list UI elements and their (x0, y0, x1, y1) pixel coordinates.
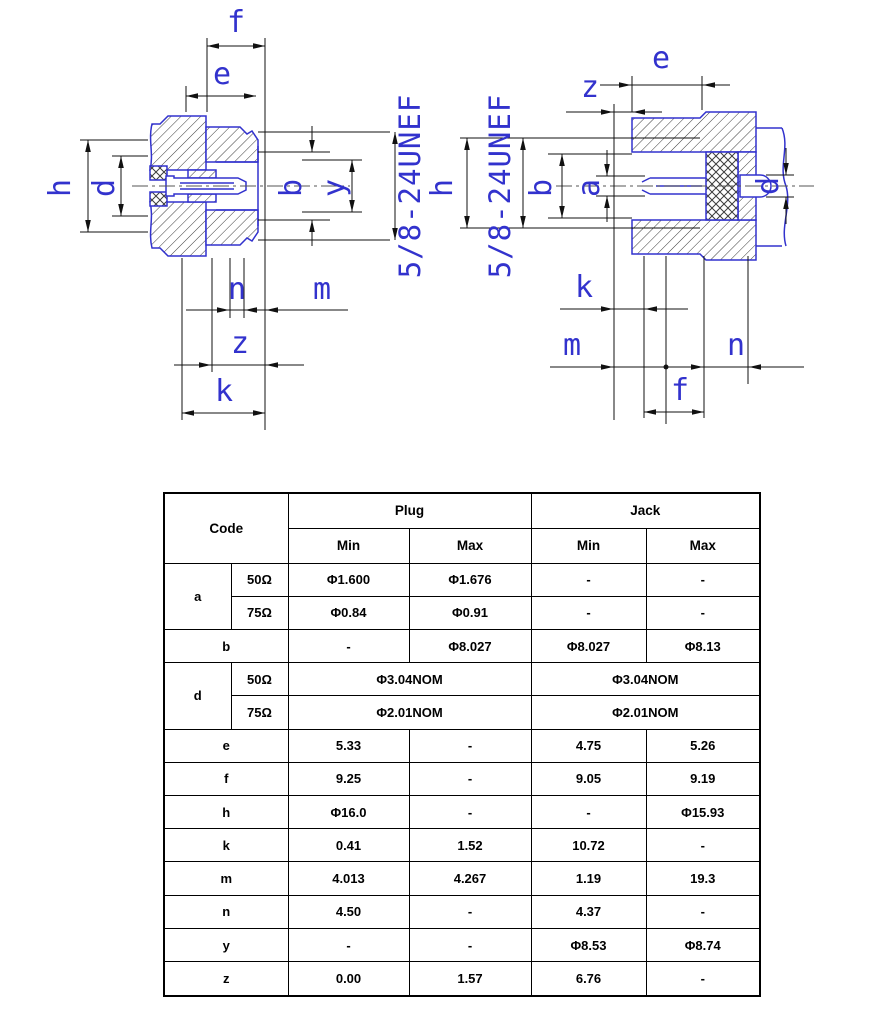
plug-dim-label-f: f (226, 5, 246, 40)
m-plug-min: 4.013 (288, 862, 409, 895)
jack-dim-label-f: f (670, 373, 690, 408)
f-plug-min: 9.25 (288, 762, 409, 795)
table-row-d-75 (164, 696, 760, 729)
z-plug-max: 1.57 (409, 962, 531, 996)
d50-jack: Φ3.04NOM (531, 663, 760, 696)
code-b: b (164, 629, 288, 662)
a50-plug-max: Φ1.676 (409, 563, 531, 596)
jack-dim-label-m: m (562, 328, 582, 363)
plug-dim-label-z: z (230, 326, 250, 361)
jack-dim-label-b: b (524, 178, 559, 198)
code-z: z (164, 962, 288, 996)
interface-drawings (0, 0, 886, 478)
y-jack-max: Φ8.74 (646, 928, 760, 961)
k-jack-min: 10.72 (531, 829, 646, 862)
header-plug: Plug (288, 493, 531, 528)
d75-impedance: 75Ω (231, 696, 288, 729)
z-plug-min: 0.00 (288, 962, 409, 996)
dimension-table-container (163, 492, 759, 997)
m-plug-max: 4.267 (409, 862, 531, 895)
plug-dim-label-e: e (212, 57, 232, 92)
code-y: y (164, 928, 288, 961)
header-jack-max: Max (646, 528, 760, 563)
b-jack-min: Φ8.027 (531, 629, 646, 662)
table-row-h (164, 796, 760, 829)
table-row-m (164, 862, 760, 895)
a50-jack-min: - (531, 563, 646, 596)
k-plug-max: 1.52 (409, 829, 531, 862)
m-jack-min: 1.19 (531, 862, 646, 895)
code-d: d (164, 663, 231, 729)
header-jack: Jack (531, 493, 760, 528)
d50-impedance: 50Ω (231, 663, 288, 696)
jack-dim-label-k: k (574, 270, 594, 305)
table-row-a-50 (164, 563, 760, 596)
e-plug-max: - (409, 729, 531, 762)
a50-jack-max: - (646, 563, 760, 596)
jack-dim-label-n: n (726, 328, 746, 363)
k-jack-max: - (646, 829, 760, 862)
code-h: h (164, 796, 288, 829)
a50-impedance: 50Ω (231, 563, 288, 596)
e-jack-max: 5.26 (646, 729, 760, 762)
jack-dim-label-e: e (651, 41, 671, 76)
plug-dim-label-b: b (274, 178, 309, 198)
y-plug-max: - (409, 928, 531, 961)
a75-plug-max: Φ0.91 (409, 596, 531, 629)
f-plug-max: - (409, 762, 531, 795)
plug-dim-label-k: k (214, 374, 234, 409)
table-row-z (164, 962, 760, 996)
m-jack-max: 19.3 (646, 862, 760, 895)
table-row-e (164, 729, 760, 762)
code-k: k (164, 829, 288, 862)
e-jack-min: 4.75 (531, 729, 646, 762)
y-jack-min: Φ8.53 (531, 928, 646, 961)
a75-jack-max: - (646, 596, 760, 629)
b-jack-max: Φ8.13 (646, 629, 760, 662)
n-jack-min: 4.37 (531, 895, 646, 928)
code-e: e (164, 729, 288, 762)
table-row-k (164, 829, 760, 862)
plug-dim-label-h: h (43, 178, 78, 198)
jack-dim-label-a: a (572, 178, 607, 198)
header-plug-max: Max (409, 528, 531, 563)
jack-dim-label-h: h (425, 178, 460, 198)
dimension-table (163, 492, 761, 997)
z-jack-min: 6.76 (531, 962, 646, 996)
table-row-a-75 (164, 596, 760, 629)
table-row-f (164, 762, 760, 795)
table-row-y (164, 928, 760, 961)
n-plug-max: - (409, 895, 531, 928)
h-jack-min: - (531, 796, 646, 829)
table-row-d-50 (164, 663, 760, 696)
d75-plug: Φ2.01NOM (288, 696, 531, 729)
code-a: a (164, 563, 231, 629)
k-plug-min: 0.41 (288, 829, 409, 862)
code-n: n (164, 895, 288, 928)
a50-plug-min: Φ1.600 (288, 563, 409, 596)
h-jack-max: Φ15.93 (646, 796, 760, 829)
jack-dim-label-z: z (580, 70, 600, 105)
z-jack-max: - (646, 962, 760, 996)
h-plug-min: Φ16.0 (288, 796, 409, 829)
b-plug-min: - (288, 629, 409, 662)
table-row-n (164, 895, 760, 928)
f-jack-min: 9.05 (531, 762, 646, 795)
a75-jack-min: - (531, 596, 646, 629)
jack-section-drawing (425, 41, 814, 424)
plug-thread-label: 5/8-24UNEF (393, 93, 427, 279)
header-plug-min: Min (288, 528, 409, 563)
n-plug-min: 4.50 (288, 895, 409, 928)
f-jack-max: 9.19 (646, 762, 760, 795)
b-plug-max: Φ8.027 (409, 629, 531, 662)
jack-dim-label-d: d (751, 176, 786, 196)
plug-dim-label-y: y (317, 178, 352, 198)
n-jack-max: - (646, 895, 760, 928)
d50-plug: Φ3.04NOM (288, 663, 531, 696)
h-plug-max: - (409, 796, 531, 829)
header-jack-min: Min (531, 528, 646, 563)
plug-section-drawing (43, 5, 427, 430)
jack-thread-label: 5/8-24UNEF (483, 93, 517, 279)
y-plug-min: - (288, 928, 409, 961)
d75-jack: Φ2.01NOM (531, 696, 760, 729)
plug-dim-label-n: n (227, 272, 247, 307)
code-f: f (164, 762, 288, 795)
table-header-row-1 (164, 493, 760, 528)
table-row-b (164, 629, 760, 662)
header-code: Code (164, 493, 288, 563)
plug-dim-label-m: m (312, 272, 332, 307)
e-plug-min: 5.33 (288, 729, 409, 762)
code-m: m (164, 862, 288, 895)
plug-dim-label-d: d (87, 178, 122, 198)
a75-plug-min: Φ0.84 (288, 596, 409, 629)
a75-impedance: 75Ω (231, 596, 288, 629)
